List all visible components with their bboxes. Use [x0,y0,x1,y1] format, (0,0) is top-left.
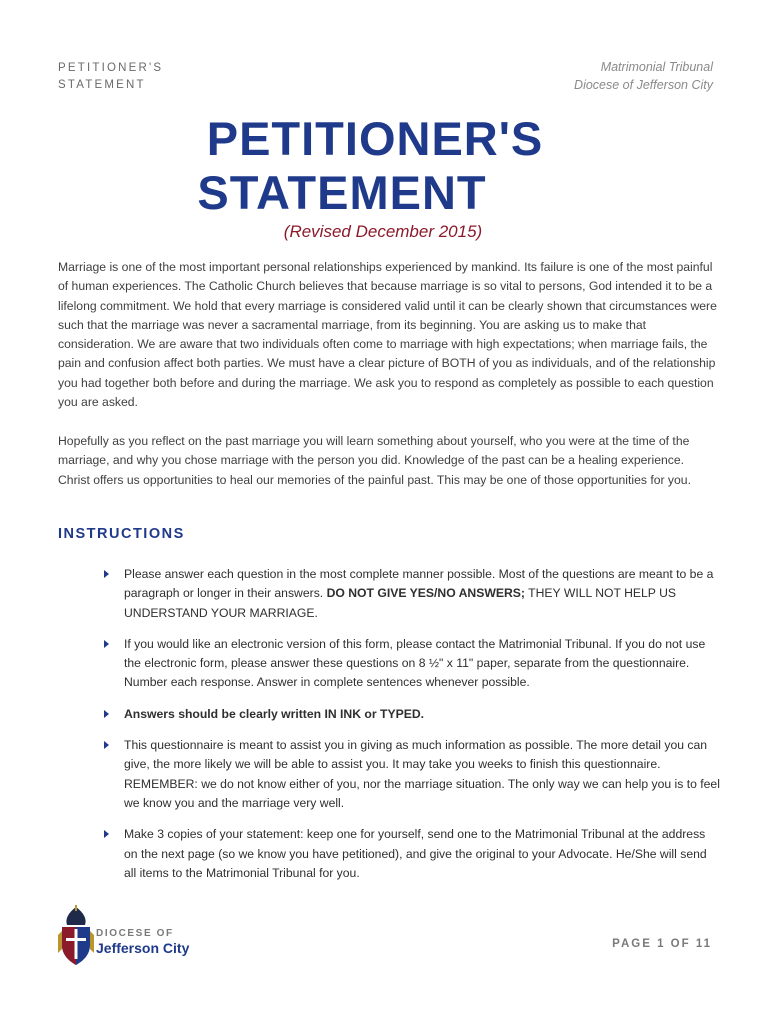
tribunal-name: Matrimonial Tribunal [600,60,713,74]
instruction-text: Please answer each question in the most complete manner possible. Most of the questions are meant to be a paragraph or longer in their answers. [124,567,714,601]
bullet-arrow-icon [104,570,109,578]
revision-note-text: (Revised December 2015) [283,222,483,241]
diocese-name: Diocese of Jefferson City [574,78,713,92]
bullet-arrow-icon [104,640,109,648]
running-header-left [58,60,163,94]
bullet-arrow-icon [104,710,109,718]
intro-paragraph-2: Hopefully as you reflect on the past marriage you will learn something about yourself, who you were at the time of the marriage, and why you chose marriage with the person you did. Knowledge of the past can be a healing experience. Christ offers us opportunities to heal our memories of the painful past. This may be one of those opportunities for you. [58,434,691,487]
instruction-item [104,565,720,623]
diocese-logo-text [96,928,189,956]
page-title-line1: PETITIONER'S [206,112,544,165]
revision-note [0,222,768,242]
instruction-item [104,635,720,693]
instructions-list [104,565,720,883]
logo-caption: DIOCESE OF [96,928,174,939]
bullet-arrow-icon [104,830,109,838]
instructions-heading: INSTRUCTIONS [58,526,185,542]
instruction-emphasis: DO NOT GIVE YES/NO ANSWERS; [326,586,525,601]
instruction-text-cont: THEY WILL NOT HELP US UNDERSTAND YOUR MARRIAGE. [124,586,677,620]
diocese-crest-icon [56,905,96,967]
instruction-item [104,736,720,813]
logo-name: Jefferson City [96,940,190,956]
instruction-text: If you would like an electronic version of this form, please contact the Matrimonial Tribunal. If you do not use the electronic form, please answer these questions on 8 ½" x 11" paper, separate from the questionnaire. Number each response. Answer in complete sentences whenever possible. [124,636,706,690]
instruction-item [104,705,720,724]
intro-paragraph-1: Marriage is one of the most important personal relationships experienced by mankind. Its failure is one of the most painful of human experiences. The Catholic Church believes that because marriage is so vital to persons, God intended it to be a lifelong commitment. We hold that every marriage is considered valid until it can be clearly shown that circumstances were such that the marriage was never a sacramental marriage, from its beginning. You are asking us to make that consideration. We are aware that two individuals often come to marriage with high expectations; when marriage fails, the pain and confusion affect both parties. We must have a clear picture of BOTH of you as individuals, and of the relationship you had together both before and during the marriage. We ask you to respond as completely as possible to each question you are asked. [58,260,717,410]
instruction-text: Make 3 copies of your statement: keep one for yourself, send one to the Matrimonial Tribunal at the address on the next page (so we know you have petitioned), and give the original to your Advocate. He/She will send all items to the Matrimonial Tribunal for you. [124,827,707,880]
instruction-text: This questionnaire is meant to assist you in giving as much information as possible. The more detail you can give, the more likely we will be able to assist you. It may take you weeks to finish this questionnaire. REMEMBER: we do not know either of you, nor the marriage situation. The only way we can help you is to feel we know you and the marriage very well. [124,738,720,810]
running-header-line1: PETITIONER'S [58,62,164,74]
instruction-item [104,825,720,883]
bullet-arrow-icon [104,741,109,749]
running-header-right [574,58,713,94]
instruction-emphasis: Answers should be clearly written IN INK or TYPED. [124,706,425,721]
page-title [0,112,770,220]
running-header-line2: STATEMENT [58,79,146,91]
page-title-line2: STATEMENT [197,166,487,219]
page-number: PAGE 1 OF 11 [612,938,712,950]
